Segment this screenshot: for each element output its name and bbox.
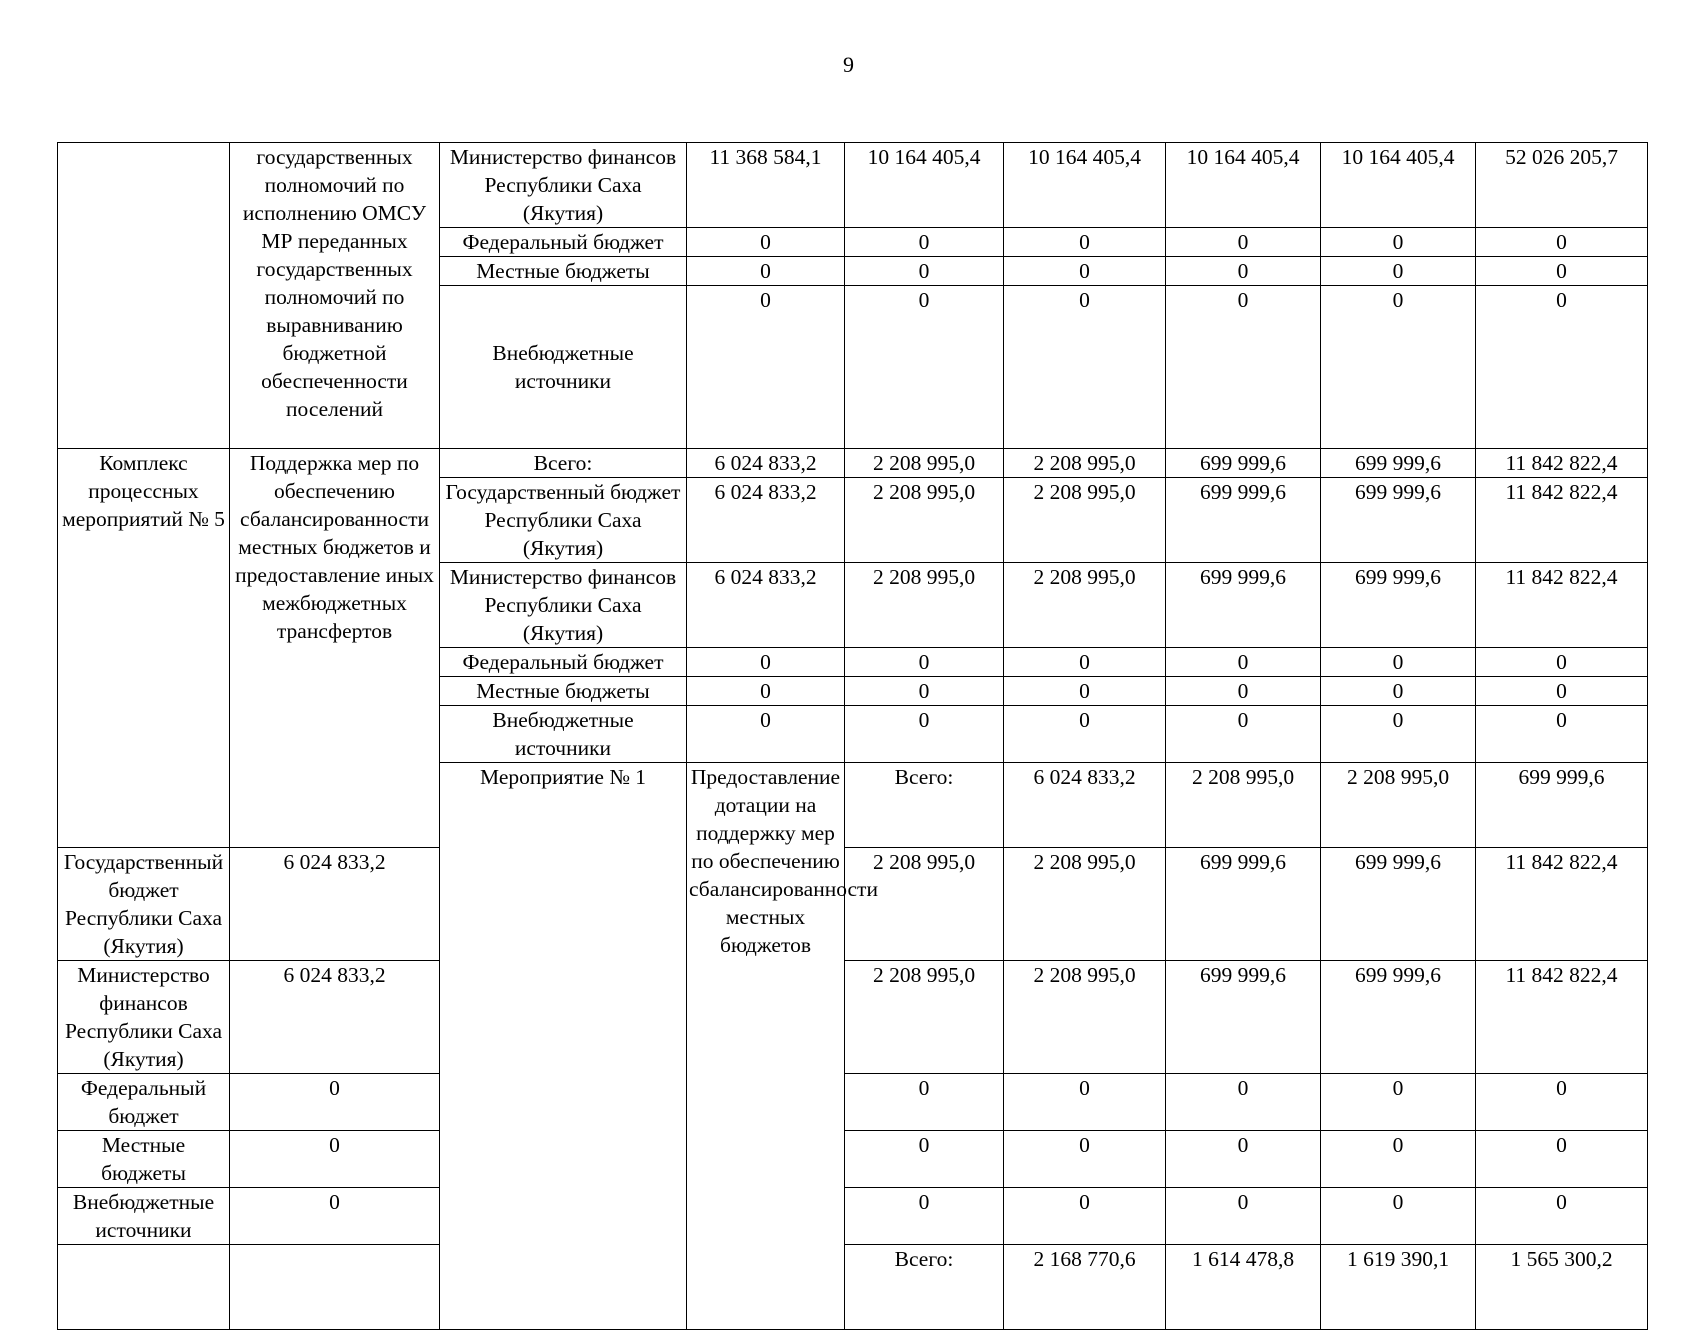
amount-cell: 0	[1476, 286, 1648, 449]
amount-cell: 699 999,6	[1476, 763, 1648, 848]
amount-cell: 0	[1166, 677, 1321, 706]
amount-cell: 0	[1476, 677, 1648, 706]
amount-cell: 11 842 822,4	[1476, 449, 1648, 478]
amount-cell: 0	[845, 1074, 1004, 1131]
amount-cell: 11 842 822,4	[1476, 848, 1648, 961]
amount-cell: 0	[1476, 1188, 1648, 1245]
amount-cell: 1 565 300,2	[1476, 1245, 1648, 1330]
amount-cell: 1 619 390,1	[1321, 1245, 1476, 1330]
amount-cell: 0	[1476, 257, 1648, 286]
funding-source-cell: Федеральный бюджет	[58, 1074, 230, 1131]
funding-source-cell: Государственный бюджет Республики Саха (Якутия)	[440, 478, 687, 563]
funding-source-cell: Местные бюджеты	[440, 677, 687, 706]
amount-cell: 0	[230, 1074, 440, 1131]
amount-cell: 2 208 995,0	[1004, 961, 1166, 1074]
program-description-cell: Поддержка мер по обеспечению сбалансированности местных бюджетов и предоставление иных межбюджетных трансфертов	[230, 449, 440, 848]
funding-source-cell: Внебюджетные источники	[58, 1188, 230, 1245]
amount-cell: 0	[687, 228, 845, 257]
amount-cell: 2 208 995,0	[845, 563, 1004, 648]
table-row	[58, 143, 1648, 228]
program-description-cell	[230, 1245, 440, 1330]
amount-cell: 699 999,6	[1321, 478, 1476, 563]
funding-source-cell: Всего:	[440, 449, 687, 478]
amount-cell: 0	[1004, 228, 1166, 257]
amount-cell: 0	[1321, 648, 1476, 677]
amount-cell: 2 208 995,0	[1004, 478, 1166, 563]
amount-cell: 0	[687, 706, 845, 763]
amount-cell: 2 208 995,0	[845, 961, 1004, 1074]
amount-cell: 0	[1476, 228, 1648, 257]
amount-cell: 0	[845, 257, 1004, 286]
table-row	[58, 961, 1648, 1074]
amount-cell: 0	[1321, 1131, 1476, 1188]
amount-cell: 699 999,6	[1166, 478, 1321, 563]
amount-cell: 0	[1321, 286, 1476, 449]
amount-cell: 2 208 995,0	[845, 449, 1004, 478]
amount-cell: 0	[1004, 257, 1166, 286]
amount-cell: 0	[1476, 648, 1648, 677]
amount-cell: 0	[1166, 1074, 1321, 1131]
funding-source-cell: Всего:	[845, 1245, 1004, 1330]
amount-cell: 0	[845, 1131, 1004, 1188]
amount-cell: 699 999,6	[1166, 961, 1321, 1074]
amount-cell: 0	[687, 648, 845, 677]
amount-cell: 2 208 995,0	[1004, 563, 1166, 648]
funding-source-cell: Государственный бюджет Республики Саха (Якутия)	[58, 848, 230, 961]
amount-cell: 10 164 405,4	[845, 143, 1004, 228]
program-name-cell	[58, 143, 230, 449]
amount-cell: 10 164 405,4	[1166, 143, 1321, 228]
amount-cell: 11 842 822,4	[1476, 563, 1648, 648]
amount-cell: 0	[230, 1131, 440, 1188]
amount-cell: 0	[1321, 257, 1476, 286]
amount-cell: 11 842 822,4	[1476, 478, 1648, 563]
amount-cell: 0	[845, 228, 1004, 257]
table-row	[58, 449, 1648, 478]
amount-cell: 0	[230, 1188, 440, 1245]
amount-cell: 1 614 478,8	[1166, 1245, 1321, 1330]
amount-cell: 11 368 584,1	[687, 143, 845, 228]
amount-cell: 2 168 770,6	[1004, 1245, 1166, 1330]
amount-cell: 0	[1166, 257, 1321, 286]
amount-cell: 0	[1166, 706, 1321, 763]
amount-cell: 0	[1321, 706, 1476, 763]
amount-cell: 6 024 833,2	[687, 478, 845, 563]
amount-cell: 699 999,6	[1321, 563, 1476, 648]
amount-cell: 0	[1004, 648, 1166, 677]
amount-cell: 0	[1321, 1188, 1476, 1245]
table-row	[58, 1131, 1648, 1188]
amount-cell: 699 999,6	[1166, 449, 1321, 478]
amount-cell: 0	[687, 286, 845, 449]
amount-cell: 0	[1476, 706, 1648, 763]
funding-source-cell: Министерство финансов Республики Саха (Якутия)	[440, 143, 687, 228]
amount-cell: 0	[1166, 228, 1321, 257]
amount-cell: 0	[845, 648, 1004, 677]
amount-cell: 10 164 405,4	[1004, 143, 1166, 228]
amount-cell: 0	[1166, 648, 1321, 677]
amount-cell: 6 024 833,2	[687, 563, 845, 648]
amount-cell: 2 208 995,0	[845, 478, 1004, 563]
amount-cell: 0	[1476, 1131, 1648, 1188]
funding-source-cell: Внебюджетные источники	[440, 706, 687, 763]
program-description-cell: государственных полномочий по исполнению ОМСУ МР переданных государственных полномочий по выравниванию бюджетной обеспеченности поселений	[230, 143, 440, 449]
amount-cell: 699 999,6	[1321, 449, 1476, 478]
amount-cell: 699 999,6	[1166, 563, 1321, 648]
amount-cell: 6 024 833,2	[230, 961, 440, 1074]
amount-cell: 0	[1004, 706, 1166, 763]
amount-cell: 0	[1004, 1074, 1166, 1131]
amount-cell: 2 208 995,0	[845, 848, 1004, 961]
program-name-cell: Комплекс процессных мероприятий № 5	[58, 449, 230, 848]
amount-cell: 0	[1166, 286, 1321, 449]
funding-source-cell: Федеральный бюджет	[440, 228, 687, 257]
amount-cell: 0	[1004, 1131, 1166, 1188]
amount-cell: 0	[687, 257, 845, 286]
amount-cell: 0	[1321, 1074, 1476, 1131]
funding-source-cell: Федеральный бюджет	[440, 648, 687, 677]
amount-cell: 0	[845, 706, 1004, 763]
amount-cell: 0	[845, 286, 1004, 449]
program-name-cell	[58, 1245, 230, 1330]
amount-cell: 10 164 405,4	[1321, 143, 1476, 228]
amount-cell: 0	[1004, 1188, 1166, 1245]
amount-cell: 0	[845, 1188, 1004, 1245]
amount-cell: 0	[1004, 677, 1166, 706]
amount-cell: 0	[1166, 1188, 1321, 1245]
amount-cell: 6 024 833,2	[687, 449, 845, 478]
funding-source-cell: Министерство финансов Республики Саха (Якутия)	[440, 563, 687, 648]
funding-source-cell: Министерство финансов Республики Саха (Якутия)	[58, 961, 230, 1074]
amount-cell: 0	[845, 677, 1004, 706]
amount-cell: 0	[1166, 1131, 1321, 1188]
amount-cell: 0	[687, 677, 845, 706]
amount-cell: 0	[1321, 228, 1476, 257]
amount-cell: 699 999,6	[1321, 961, 1476, 1074]
program-description-cell: Предоставление дотации на поддержку мер по обеспечению сбалансированности местных бюджетов	[687, 763, 845, 1330]
amount-cell: 0	[1321, 677, 1476, 706]
page-number: 9	[843, 52, 854, 77]
amount-cell: 2 208 995,0	[1321, 763, 1476, 848]
table-row	[58, 848, 1648, 961]
amount-cell: 6 024 833,2	[230, 848, 440, 961]
amount-cell: 699 999,6	[1321, 848, 1476, 961]
amount-cell: 6 024 833,2	[1004, 763, 1166, 848]
funding-source-cell: Всего:	[845, 763, 1004, 848]
amount-cell: 699 999,6	[1166, 848, 1321, 961]
table-row	[58, 1074, 1648, 1131]
table-row	[58, 1245, 1648, 1330]
program-name-cell: Мероприятие № 1	[440, 763, 687, 1330]
table-row	[58, 1188, 1648, 1245]
amount-cell: 52 026 205,7	[1476, 143, 1648, 228]
budget-table	[57, 142, 1648, 1330]
amount-cell: 2 208 995,0	[1004, 449, 1166, 478]
amount-cell: 2 208 995,0	[1004, 848, 1166, 961]
amount-cell: 11 842 822,4	[1476, 961, 1648, 1074]
funding-source-cell: Местные бюджеты	[58, 1131, 230, 1188]
funding-source-cell: Местные бюджеты	[440, 257, 687, 286]
amount-cell: 0	[1476, 1074, 1648, 1131]
funding-source-cell: Внебюджетные источники	[440, 286, 687, 449]
amount-cell: 0	[1004, 286, 1166, 449]
amount-cell: 2 208 995,0	[1166, 763, 1321, 848]
